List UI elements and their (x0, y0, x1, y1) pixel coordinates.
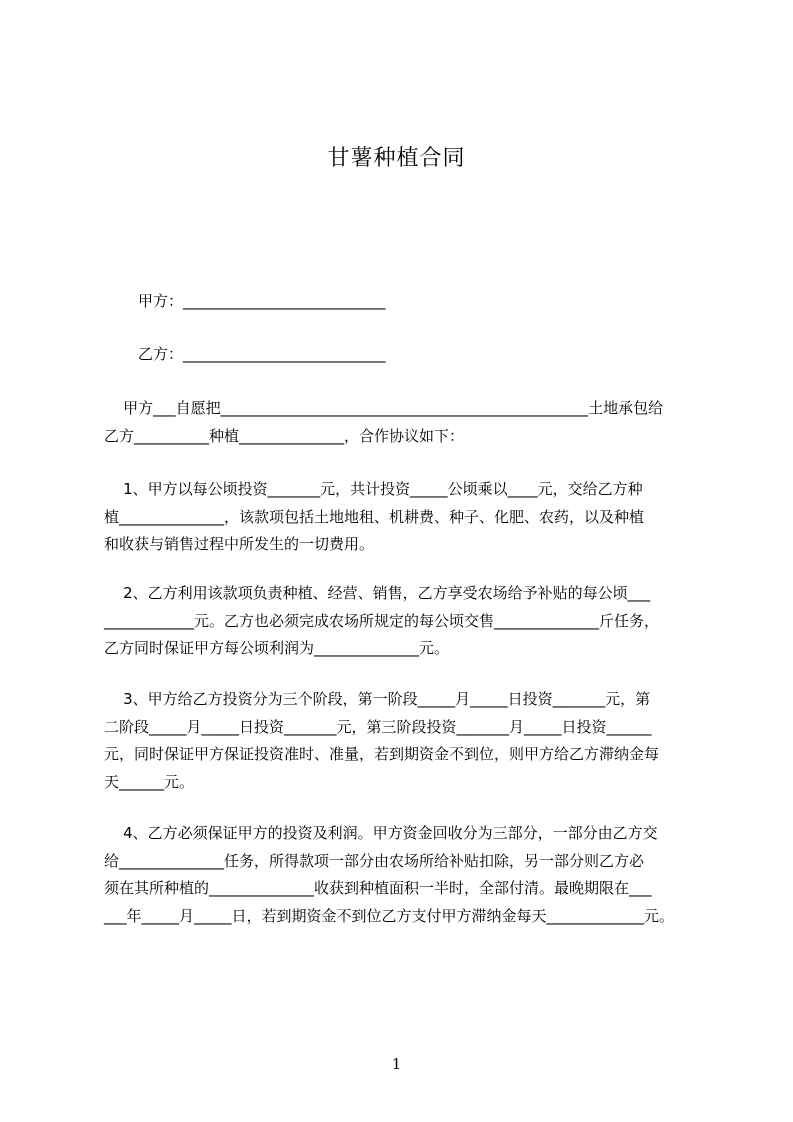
party-b-line: 乙方：___________________________ (138, 345, 386, 363)
paragraph-line: 植______________，该款项包括土地地租、机耕费、种子、化肥、农药，以及种植 (104, 508, 645, 526)
paragraph-line: 3、甲方给乙方投资分为三个阶段，第一阶段_____月_____日投资_______元，第 (104, 690, 651, 708)
paragraph-line: 须在其所种植的______________收获到种植面积一半时，全部付清。最晚期限在___ (104, 879, 652, 897)
paragraph-line: 天______元。 (104, 773, 195, 791)
document-title: 甘薯种植合同 (327, 146, 466, 171)
paragraph-line: ____________元。乙方也必须完成农场所规定的每公顷交售______________斤任务， (104, 612, 660, 630)
party-a-line: 甲方：___________________________ (138, 292, 386, 310)
paragraph-line: 1、甲方以每公顷投资_______元，共计投资_____公顷乘以____元，交给乙方种 (104, 480, 643, 498)
paragraph-line: 甲方___自愿把_________________________________________________土地承包给 (104, 399, 664, 417)
paragraph-line: 乙方同时保证甲方每公顷利润为______________元。 (104, 639, 450, 657)
page-number: 1 (391, 1055, 402, 1073)
paragraph-line: 给______________任务，所得款项一部分由农场所给补贴扣除，另一部分则乙方必 (104, 852, 645, 870)
paragraph-line: 二阶段_____月_____日投资_______元，第三阶段投资_______月_____日投资______ (104, 718, 652, 736)
paragraph-line: 2、乙方利用该款项负责种植、经营、销售，乙方享受农场给予补贴的每公顷___ (104, 584, 651, 602)
paragraph-line: 和收获与销售过程中所发生的一切费用。 (104, 535, 375, 553)
paragraph-line: ___年_____月_____日，若到期资金不到位乙方支付甲方滞纳金每天_____________元。 (104, 907, 675, 925)
paragraph-line: 4、乙方必须保证甲方的投资及利润。甲方资金回收分为三部分，一部分由乙方交 (104, 824, 658, 842)
paragraph-line: 元，同时保证甲方保证投资准时、准量，若到期资金不到位，则甲方给乙方滞纳金每 (104, 745, 660, 763)
paragraph-line: 乙方__________种植______________，合作协议如下： (104, 427, 465, 445)
